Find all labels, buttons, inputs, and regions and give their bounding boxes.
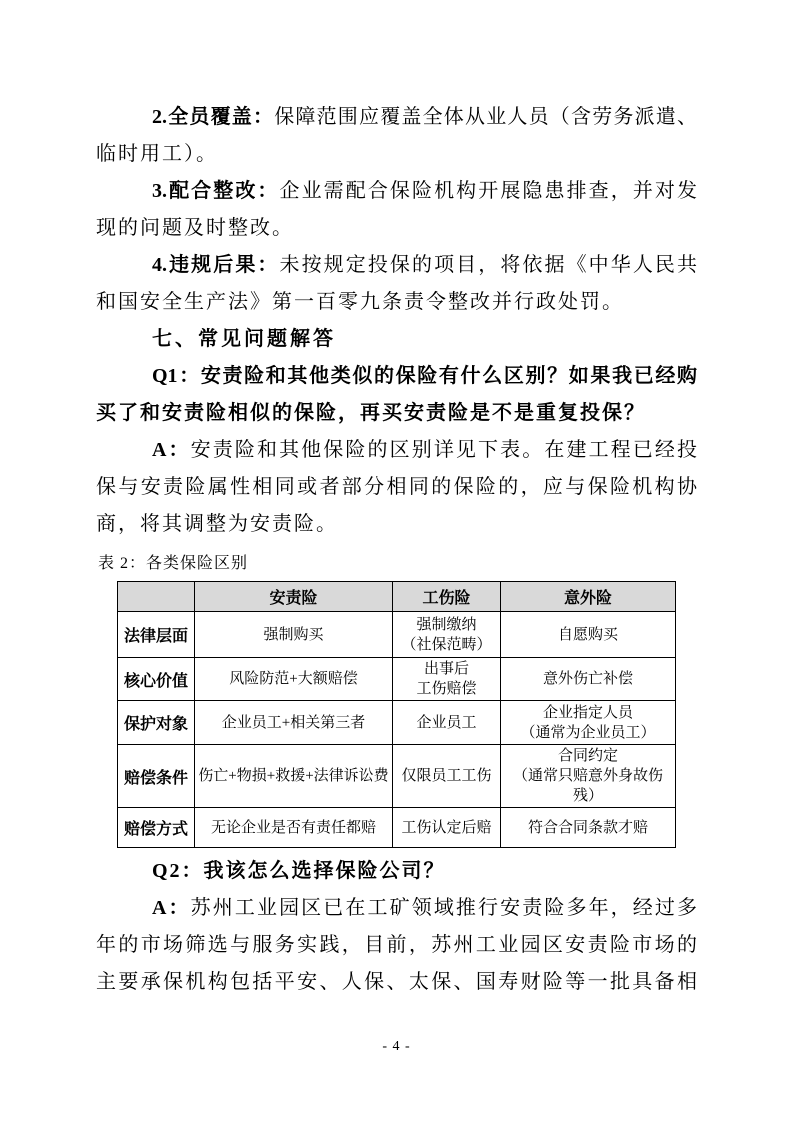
cell-text: 工伤认定后赔: [401, 819, 492, 836]
cell-text: 强制缴纳: [416, 616, 477, 633]
row-label-cell: 保护对象: [118, 701, 195, 745]
header-cell: 安责险: [195, 582, 393, 612]
table-cell: [393, 612, 501, 658]
section-heading: 七、常见问题解答: [152, 328, 336, 350]
table-cell: [195, 658, 393, 701]
cell-text: 强制购买: [263, 626, 324, 643]
text-line: Q2：我该怎么选择保险公司？: [152, 860, 446, 882]
cell-text: 意外伤亡补偿: [542, 671, 633, 687]
text-line: 3.配合整改：企业需配合保险机构开展隐患排查，并对发: [152, 180, 697, 202]
table-cell: [501, 612, 676, 658]
body-text-upper: [96, 99, 697, 543]
text-line: 4.违规后果：未按规定投保的项目，将依据《中华人民共: [152, 254, 697, 276]
table-cell: [501, 808, 676, 848]
cell-text: 工伤赔偿: [416, 681, 477, 697]
cell-text: 伤亡+物损+救援+法律诉讼费: [198, 768, 389, 784]
text-line: Q1：安责险和其他类似的保险有什么区别？如果我已经购: [152, 365, 697, 387]
text-line: A：安责险和其他保险的区别详见下表。在建工程已经投: [152, 439, 697, 461]
table-cell: [393, 658, 501, 701]
table-cell: [195, 701, 393, 745]
cell-text: （社保范畴）: [401, 636, 492, 653]
row-label-cell: 赔偿方式: [118, 808, 195, 848]
row-label-cell: 核心价值: [118, 658, 195, 701]
table-row: [118, 658, 676, 701]
table-cell: [393, 745, 501, 808]
bold-run: 2.全员覆盖：: [152, 106, 275, 128]
cell-text: 企业员工: [416, 714, 477, 731]
bold-run: 3.配合整改：: [152, 180, 280, 202]
body-text-lower: [96, 853, 697, 1001]
table-cell: [501, 745, 676, 808]
header-cell: 意外险: [501, 582, 676, 612]
cell-text: 企业指定人员: [542, 704, 633, 721]
text-line: 买了和安责险相似的保险，再买安责险是不是重复投保？: [96, 402, 646, 424]
cell-text: 仅限员工工伤: [401, 768, 492, 784]
cell-text: 无论企业是否有责任都赔: [210, 819, 376, 836]
text-line: 和国安全生产法》第一百零九条责令整改并行政处罚。: [96, 291, 624, 313]
table-cell: [393, 701, 501, 745]
table-row: [118, 612, 676, 658]
header-cell: 工伤险: [393, 582, 501, 612]
page-number: - 4 -: [382, 1039, 411, 1054]
text-line: 年的市场筛选与服务实践，目前，苏州工业园区安责险市场的: [96, 934, 697, 956]
cell-text: 自愿购买: [557, 626, 618, 643]
text-line: 保与安责险属性相同或者部分相同的保险的，应与保险机构协: [96, 476, 697, 498]
table-caption: 表 2：各类保险区别: [98, 555, 249, 572]
text-line: 商，将其调整为安责险。: [96, 513, 338, 535]
text-line: 主要承保机构包括平安、人保、太保、国寿财险等一批具备相: [96, 971, 697, 993]
row-label-cell: 赔偿条件: [118, 745, 195, 808]
insurance-comparison-table: [117, 581, 676, 848]
table-row: [118, 745, 676, 808]
row-label-cell: 法律层面: [118, 612, 195, 658]
cell-text: 出事后: [423, 661, 469, 677]
text-line: A：苏州工业园区已在工矿领域推行安责险多年，经过多: [152, 897, 697, 919]
bold-run: A：: [152, 439, 191, 461]
cell-text: 合同约定: [557, 748, 618, 764]
table-body: [118, 612, 676, 848]
table-cell: [195, 808, 393, 848]
table-cell: [195, 745, 393, 808]
table-header-row: [118, 582, 676, 612]
cell-text: 符合合同条款才赔: [527, 819, 648, 836]
table-cell: [501, 701, 676, 745]
cell-text: 企业员工+相关第三者: [221, 714, 366, 731]
table-cell: [393, 808, 501, 848]
header-cell-empty: [118, 582, 195, 612]
cell-text: 风险防范+大额赔偿: [229, 671, 358, 687]
table-cell: [195, 612, 393, 658]
text-line: 现的问题及时整改。: [96, 217, 294, 239]
text-line: 临时用工）。: [96, 143, 218, 165]
cell-text: （通常为企业员工）: [520, 724, 656, 741]
bold-run: 4.违规后果：: [152, 254, 280, 276]
text-line: 2.全员覆盖：保障范围应覆盖全体从业人员（含劳务派遣、: [152, 106, 698, 128]
table-header: [118, 582, 676, 612]
cell-text: （通常只赔意外身故伤残）: [512, 768, 663, 804]
table-row: [118, 701, 676, 745]
table-row: [118, 808, 676, 848]
table-cell: [501, 658, 676, 701]
bold-run: A：: [152, 897, 191, 919]
